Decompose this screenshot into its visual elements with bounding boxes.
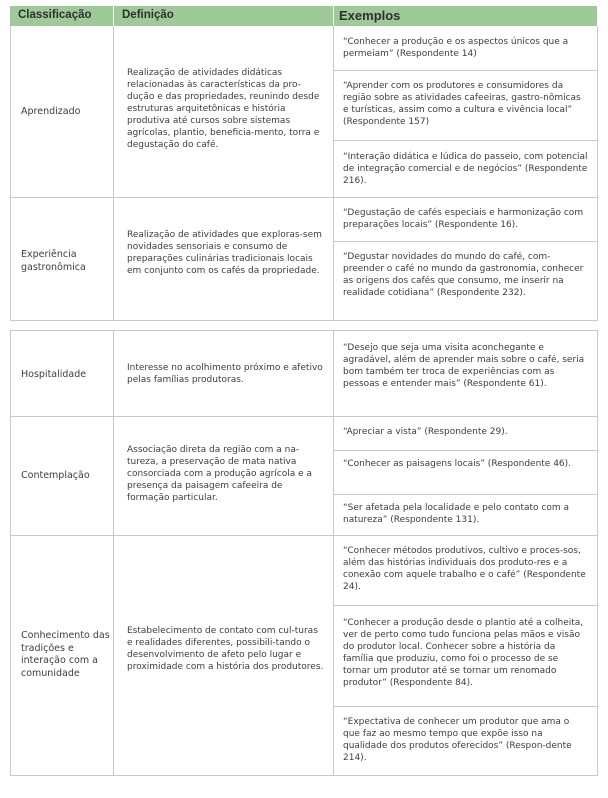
example-divider <box>333 605 598 606</box>
example-divider <box>333 140 598 141</box>
classification-aprendizado: Aprendizado <box>21 106 81 117</box>
example-cell: “Ser afetada pela localidade e pelo contato com a natureza” (Respondente 131). <box>343 503 569 525</box>
classification-conhecimento-tradicoes: Conhecimento das tradições e interação com a comunidade <box>21 630 110 679</box>
example-cell: “Degustação de cafés especiais e harmonização com preparações locais” (Respondente 16). <box>343 208 584 230</box>
table-border-bottom <box>10 320 598 321</box>
column-divider <box>113 26 114 320</box>
classification-contemplacao: Contemplação <box>21 470 90 481</box>
example-cell: “Apreciar a vista” (Respondente 29). <box>343 427 508 437</box>
definition-experiencia-gastronomica: Realização de atividades que exploras-sem novidades sensoriais e consumo de preparações culinárias tradicionais locais em conjunto com os cafés da propriedade. <box>127 230 322 276</box>
table-border-left <box>10 330 11 775</box>
column-divider <box>113 330 114 775</box>
example-divider <box>333 241 598 242</box>
table-border-left <box>10 26 11 320</box>
example-cell: “Conhecer as paisagens locais” (Respondente 46). <box>343 459 572 469</box>
table-border-top <box>10 330 598 331</box>
example-cell: “Aprender com os produtores e consumidores da região sobre as atividades cafeeiras, gastro-nômicas e turísticas, assim como a cultura e vivência local” (Respondente 157) <box>343 81 581 127</box>
header-definition: Definição <box>122 9 174 21</box>
example-cell: “Conhecer métodos produtivos, cultivo e proces-sos, além das histórias individuais dos produto-res e a conexão com aquele trabalho e o café” (Respondente 24). <box>343 546 586 592</box>
example-cell: “Degustar novidades do mundo do café, com-preender o café no mundo da gastronomia, conhecer as origens dos cafés que consumo, me inserir na realidade cotidiana” (Respondente 232). <box>343 252 584 298</box>
example-divider <box>333 70 598 71</box>
example-cell: “Expectativa de conhecer um produtor que ama o que faz ao mesmo tempo que expõe isso na qualidade dos produtos oferecidos” (Respon-dente 214). <box>343 717 572 763</box>
example-cell: “Interação didática e lúdica do passeio, com potencial de integração comercial e de negócios” (Respondente 216). <box>343 152 588 186</box>
header-classification: Classificação <box>18 9 92 21</box>
classification-hospitalidade: Hospitalidade <box>21 369 87 380</box>
header-bar-examples <box>334 6 597 26</box>
header-examples: Exemplos <box>339 8 401 23</box>
header-bar-definition <box>114 6 333 26</box>
header-bar-classification <box>10 6 113 26</box>
column-divider <box>333 330 334 775</box>
classification-experiencia-gastronomica: Experiência gastronômica <box>21 249 86 273</box>
definition-hospitalidade: Interesse no acolhimento próximo e afetivo pelas famílias produtoras. <box>127 363 323 385</box>
table-border-right <box>597 330 598 775</box>
example-cell: “Conhecer a produção desde o plantio até a colheita, ver de perto como tudo funciona pelas mãos e visão do produtor local. Conhecer sobre a história da família que produziu, como foi o processo de se tornar um produtor até se tornar um renomado produtor” (Respondente 84). <box>343 618 584 688</box>
example-divider <box>333 706 598 707</box>
row-divider <box>10 535 598 536</box>
row-divider <box>10 416 598 417</box>
example-divider <box>333 450 598 451</box>
table-border-bottom <box>10 775 598 776</box>
definition-contemplacao: Associação direta da região com a na-tureza, a preservação de mata nativa consorciada com a produção agrícola e a presença da paisagem cafeeira de formação particular. <box>127 445 313 503</box>
example-cell: “Desejo que seja uma visita aconchegante e agradável, além de aprender mais sobre o café, seria bom também ter troca de experiências com as pessoas e entender mais” (Respondente 61). <box>343 343 585 389</box>
example-divider <box>333 494 598 495</box>
example-cell: “Conhecer a produção e os aspectos únicos que a permeiam” (Respondente 14) <box>343 37 569 59</box>
row-divider <box>10 197 598 198</box>
definition-conhecimento-tradicoes: Estabelecimento de contato com cul-turas e realidades diferentes, possibili-tando o desenvolvimento de afeto pelo lugar e proximidade com a história dos produtores. <box>127 626 324 672</box>
definition-aprendizado: Realização de atividades didáticas relacionadas às características da pro-dução e das propriedades, reunindo desde estruturas arquitetônicas e história produtiva até cursos sobre sistemas agrícolas, plantio, beneficia-mento, torra e degustação do café. <box>127 68 320 150</box>
